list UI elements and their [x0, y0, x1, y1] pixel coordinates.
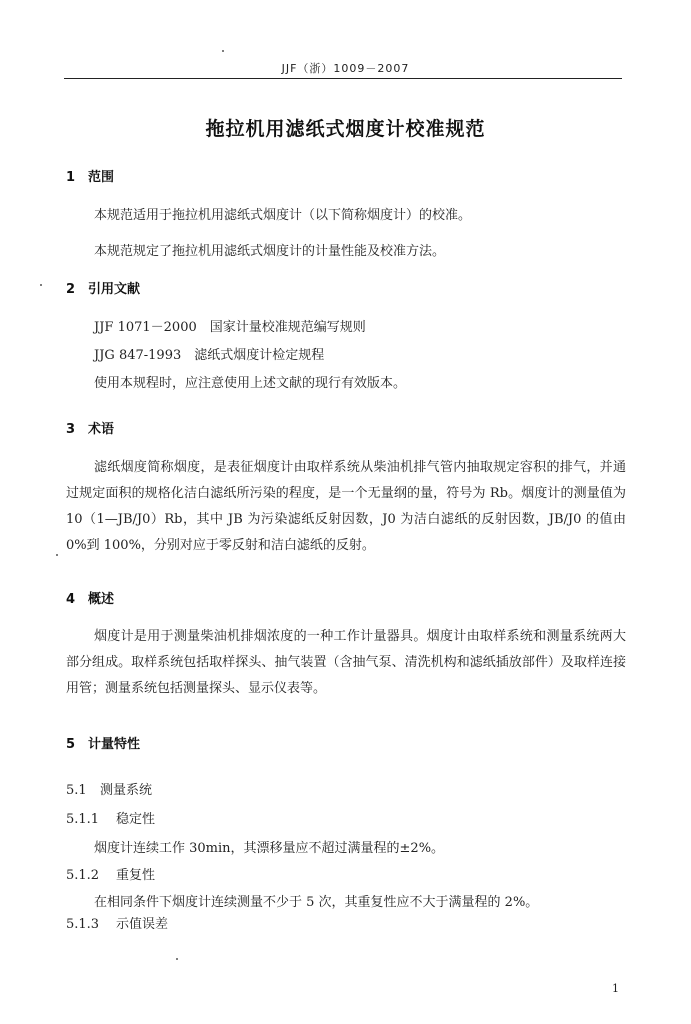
subsection-title: 测量系统	[100, 783, 153, 798]
section-title: 范围	[88, 170, 115, 185]
section-title: 概述	[88, 592, 115, 607]
scan-speck	[222, 50, 224, 52]
section-number: 1	[66, 170, 76, 185]
terms-paragraph: 滤纸烟度简称烟度，是表征烟度计由取样系统从柴油机排气管内抽取规定容积的排气，并通过规定面积的规格化洁白滤纸所污染的程度，是一个无量纲的量，符号为 Rb。烟度计的测量值为 10（1—JB/J0）Rb，其中 JB 为污染滤纸反射因数，J0 为洁白滤纸的反射因数，JB/J0 的值由 0%到 100%，分别对应于零反射和洁白滤纸的反射。	[66, 460, 626, 553]
scan-speck	[176, 958, 178, 960]
standard-code: JJF（浙）1009－2007	[281, 62, 410, 75]
scope-paragraph-1: 本规范适用于拖拉机用滤纸式烟度计（以下简称烟度计）的校准。	[94, 208, 472, 223]
reference-jjg-847: JJG 847-1993 滤纸式烟度计检定规程	[94, 348, 325, 363]
section-title: 术语	[88, 422, 115, 437]
subsection-5-1-2-heading	[66, 864, 155, 883]
repeatability-requirement: 在相同条件下烟度计连续测量不少于 5 次，其重复性应不大于满量程的 2%。	[94, 895, 539, 910]
document-title: 拖拉机用滤纸式烟度计校准规范	[205, 118, 486, 140]
section-2-heading	[66, 278, 140, 297]
scope-paragraph-2: 本规范规定了拖拉机用滤纸式烟度计的计量性能及校准方法。	[94, 244, 446, 259]
subsection-5-1-1-heading	[66, 808, 155, 827]
overview-paragraph: 烟度计是用于测量柴油机排烟浓度的一种工作计量器具。烟度计由取样系统和测量系统两大部分组成。取样系统包括取样探头、抽气装置（含抽气泵、清洗机构和滤纸插放部件）及取样连接用管；测量系统包括测量探头、显示仪表等。	[66, 629, 626, 696]
subsection-number: 5.1.2	[66, 868, 100, 883]
subsection-number: 5.1.3	[66, 917, 100, 932]
subsection-title: 示值误差	[116, 917, 169, 932]
scan-speck	[40, 284, 42, 286]
header-rule	[64, 78, 622, 79]
reference-note: 使用本规程时，应注意使用上述文献的现行有效版本。	[94, 376, 407, 391]
subsection-5-1-3-heading	[66, 913, 168, 932]
reference-jjf-1071: JJF 1071－2000 国家计量校准规范编写规则	[94, 320, 366, 335]
section-number: 4	[66, 592, 76, 607]
section-title: 计量特性	[88, 737, 141, 752]
subsection-title: 重复性	[116, 868, 156, 883]
section-title: 引用文献	[88, 282, 141, 297]
scan-speck	[56, 554, 58, 556]
section-5-heading	[66, 733, 140, 752]
subsection-title: 稳定性	[116, 812, 156, 827]
section-number: 3	[66, 422, 76, 437]
section-4-heading	[66, 588, 114, 607]
page-number: 1	[612, 982, 619, 995]
subsection-number: 5.1	[66, 783, 87, 798]
section-number: 2	[66, 282, 76, 297]
section-number: 5	[66, 737, 76, 752]
subsection-5-1-heading	[66, 779, 152, 798]
stability-requirement: 烟度计连续工作 30min，其漂移量应不超过满量程的±2%。	[94, 841, 445, 856]
section-1-heading	[66, 166, 114, 185]
section-3-heading	[66, 418, 114, 437]
subsection-number: 5.1.1	[66, 812, 100, 827]
